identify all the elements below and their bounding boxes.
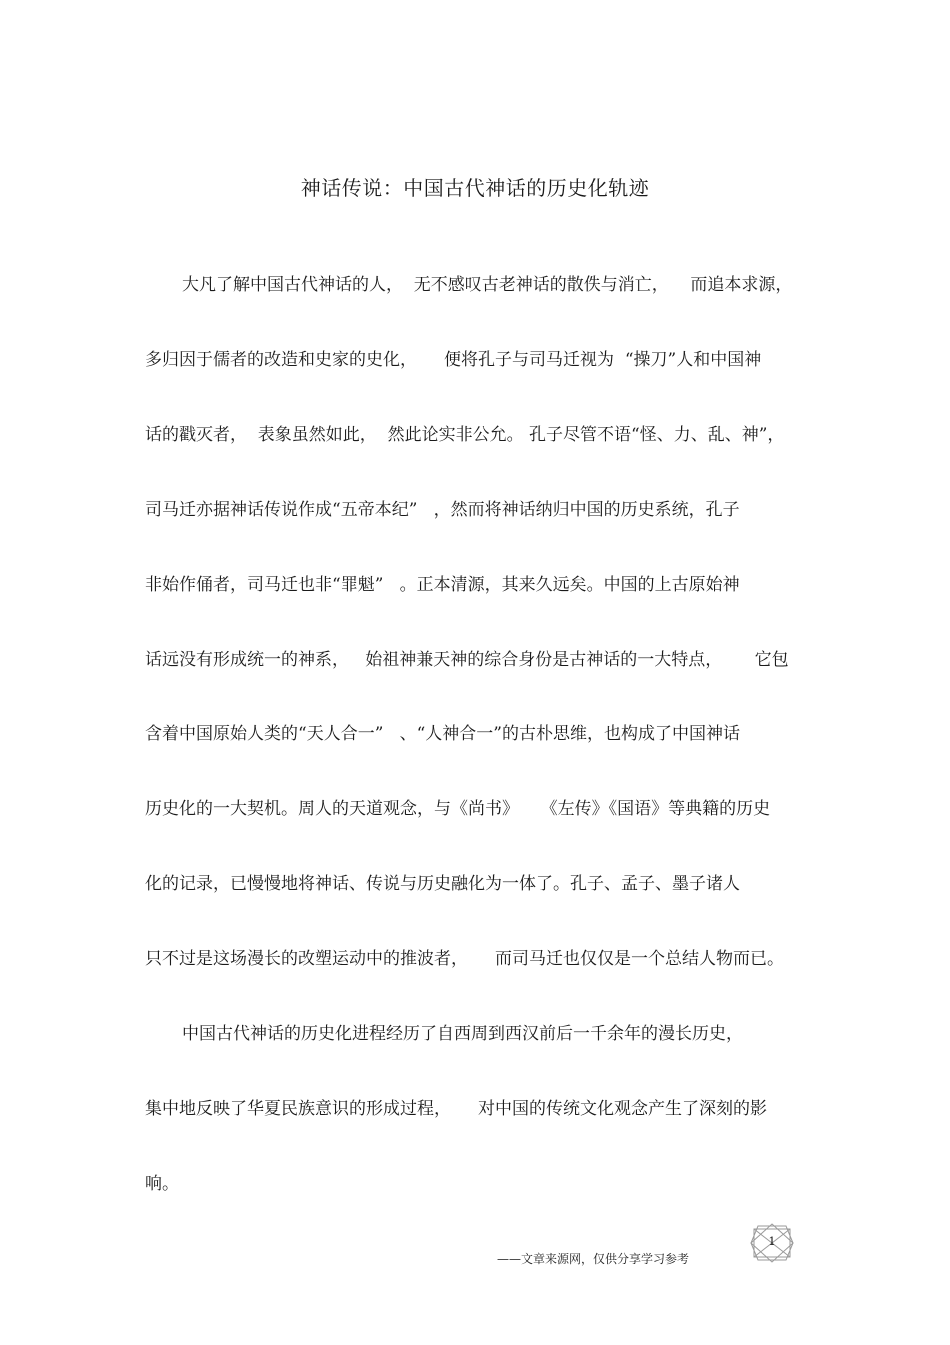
page-number-badge [748,1223,796,1263]
source-note: ——文章来源网，仅供分享学习参考 [497,1252,690,1266]
document-title: 神话传说：中国古代神话的历史化轨迹 [300,176,650,200]
paragraph-2-line-3: 响。 [145,1174,179,1194]
paragraph-1-line-4: 司马迁亦据神话传说作成“五帝本纪” ，然而将神话纳归中国的历史系统，孔子 [145,500,740,520]
paragraph-1-line-1: 大凡了解中国古代神话的人， 无不感叹古老神话的散佚与消亡， 而追本求源， [182,275,793,295]
paragraph-2-line-1: 中国古代神话的历史化进程经历了自西周到西汉前后一千余年的漫长历史， [182,1024,743,1044]
paragraph-1-line-9: 化的记录，已慢慢地将神话、传说与历史融化为一体了。孔子、孟子、墨子诸人 [145,874,740,894]
paragraph-1-line-2: 多归因于儒者的改造和史家的史化， 便将孔子与司马迁视为 “操刀”人和中国神 [145,350,762,370]
paragraph-1-line-7: 含着中国原始人类的“天人合一” 、“人神合一”的古朴思维，也构成了中国神话 [145,724,740,744]
paragraph-1-line-6: 话远没有形成统一的神系， 始祖神兼天神的综合身份是古神话的一大特点， 它包 [145,650,789,670]
paragraph-2-line-2: 集中地反映了华夏民族意识的形成过程， 对中国的传统文化观念产生了深刻的影 [145,1099,768,1119]
paragraph-1-line-5: 非始作俑者，司马迁也非“罪魁” 。正本清源，其来久远矣。中国的上古原始神 [145,575,740,595]
paragraph-1-line-8: 历史化的一大契机。周人的天道观念，与《尚书》 《左传》《国语》等典籍的历史 [145,799,771,819]
paragraph-1-line-3: 话的戳灭者， 表象虽然如此， 然此论实非公允。 孔子尽管不语“怪、力、乱、神”， [145,425,785,445]
page-number: 1 [768,1235,776,1248]
paragraph-1-line-10: 只不过是这场漫长的改塑运动中的推波者， 而司马迁也仅仅是一个总结人物而已。 [145,949,785,969]
